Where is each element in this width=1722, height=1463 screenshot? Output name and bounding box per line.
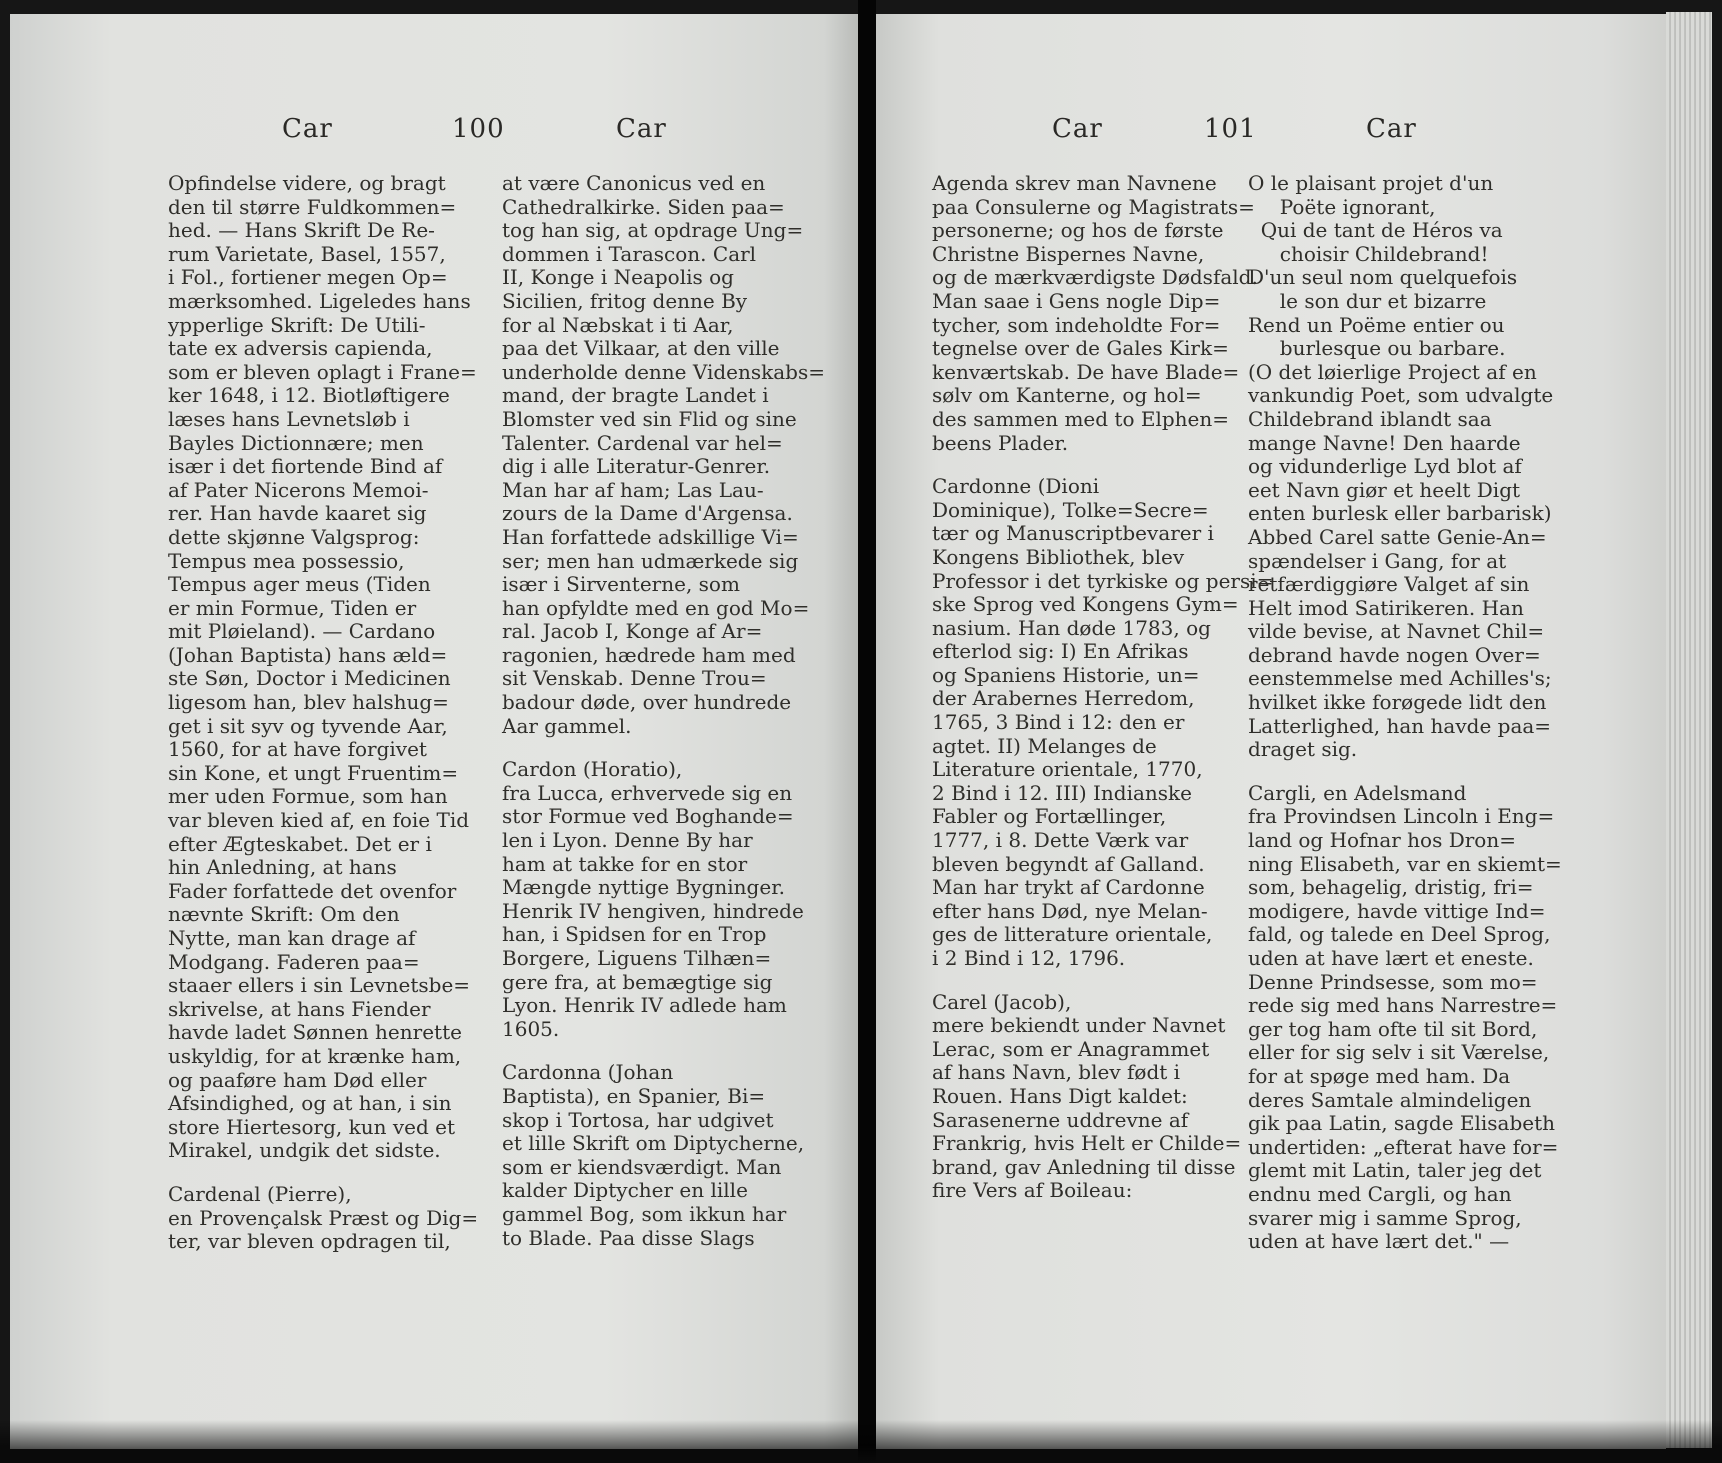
text-line: agtet. II) Melanges de <box>932 733 1157 758</box>
text-line: Qui de tant de Héros va <box>1248 218 1503 243</box>
paragraph-gap <box>932 971 1232 991</box>
text-line: fire Vers af Boileau: <box>932 1178 1133 1203</box>
text-line: hvilket ikke forøgede lidt den <box>1248 690 1547 715</box>
text-line: bleven begyndt af Galland. <box>932 851 1205 876</box>
text-line: Denne Prindsesse, som mo= <box>1248 969 1538 994</box>
text-line: O le plaisant projet d'un <box>1248 171 1494 195</box>
text-line: svarer mig i samme Sprog, <box>1248 1205 1522 1230</box>
text-line: le son dur et bizarre <box>1248 288 1487 313</box>
text-line: brand, gav Anledning til disse <box>932 1154 1236 1179</box>
text-line: ste Søn, Doctor i Medicinen <box>168 666 451 691</box>
text-line: draget sig. <box>1248 737 1358 762</box>
text-line: paa det Vilkaar, at den ville <box>502 336 780 361</box>
text-line: 1605. <box>502 1016 560 1041</box>
text-line: tate ex adversis capienda, <box>168 336 433 361</box>
text-line: mange Navne! Den haarde <box>1248 430 1521 455</box>
running-head-left: Car <box>1052 114 1103 144</box>
text-line: Frankrig, hvis Helt er Childe= <box>932 1131 1242 1156</box>
text-line: Helt imod Satirikeren. Han <box>1248 595 1524 620</box>
text-line: rum Varietate, Basel, 1557, <box>168 241 446 266</box>
text-line: især i det fiortende Bind af <box>168 454 443 479</box>
text-line: len i Lyon. Denne By har <box>502 828 753 853</box>
page-edges <box>1666 12 1712 1448</box>
text-line: vilde bevise, at Navnet Chil= <box>1248 619 1545 644</box>
text-line: 2 Bind i 12. III) Indianske <box>932 780 1192 805</box>
text-line: Lyon. Henrik IV adlede ham <box>502 993 787 1018</box>
text-line: Borgere, Liguens Tilhæn= <box>502 946 772 970</box>
text-line: kalder Diptycher en lille <box>502 1178 748 1203</box>
text-line: som er bleven oplagt i Frane= <box>168 359 477 384</box>
text-line: Cardon (Horatio), <box>502 757 683 782</box>
text-line: at være Canonicus ved en <box>502 171 766 195</box>
text-line: for al Næbskat i ti Aar, <box>502 312 734 337</box>
left-page <box>10 14 858 1449</box>
text-line: 1560, for at have forgivet <box>168 737 427 762</box>
text-line: Lerac, som er Anagrammet <box>932 1036 1210 1061</box>
text-line: Modgang. Faderen paa= <box>168 949 420 974</box>
text-line: Han forfattede adskillige Vi= <box>502 524 799 549</box>
text-line: gik paa Latin, sagde Elisabeth <box>1248 1111 1556 1136</box>
text-line: staaer ellers i sin Levnetsbe= <box>168 973 471 998</box>
paragraph-gap <box>932 455 1232 475</box>
text-line: spændelser i Gang, for at <box>1248 548 1507 573</box>
text-line: eller for sig selv i sit Værelse, <box>1248 1040 1550 1065</box>
text-line: undertiden: „efterat have for= <box>1248 1134 1559 1159</box>
text-line: ning Elisabeth, var en skiemt= <box>1248 851 1562 876</box>
text-line: ges de litterature orientale, <box>932 922 1213 947</box>
text-line: Cargli, en Adelsmand <box>1248 780 1467 805</box>
text-line: beens Plader. <box>932 430 1069 455</box>
text-line: Literature orientale, 1770, <box>932 757 1203 782</box>
text-line: retfærdiggiøre Valget af sin <box>1248 572 1530 597</box>
text-line: vankundig Poet, som udvalgte <box>1248 383 1554 408</box>
paragraph-gap <box>502 738 812 758</box>
text-line: Blomster ved sin Flid og sine <box>502 406 797 431</box>
text-line: to Blade. Paa disse Slags <box>502 1225 755 1250</box>
text-line: 1777, i 8. Dette Værk var <box>932 828 1189 853</box>
text-line: tog han sig, at opdrage Ung= <box>502 218 804 243</box>
text-line: Nytte, man kan drage af <box>168 926 416 950</box>
text-line: rede sig med hans Narrestre= <box>1248 993 1558 1018</box>
text-line: Henrik IV hengiven, hindrede <box>502 898 804 923</box>
text-line: Opfindelse videre, og bragt <box>168 171 446 195</box>
paragraph-gap <box>502 1041 812 1061</box>
text-line: Rend un Poëme entier ou <box>1248 312 1505 337</box>
text-line: Sicilien, fritog denne By <box>502 288 748 313</box>
text-line: Baptista), en Spanier, Bi= <box>502 1083 766 1108</box>
text-line: Afsindighed, og at han, i sin <box>168 1091 452 1116</box>
text-line: Poëte ignorant, <box>1248 194 1436 219</box>
text-line: hed. — Hans Skrift De Re- <box>168 218 435 243</box>
text-line: han, i Spidsen for en Trop <box>502 922 767 947</box>
text-line: tegnelse over de Gales Kirk= <box>932 336 1229 361</box>
text-line: Fabler og Fortællinger, <box>932 804 1167 829</box>
text-line: Abbed Carel satte Genie-An= <box>1248 524 1547 549</box>
text-line: mærksomhed. Ligeledes hans <box>168 288 471 313</box>
text-line: den til større Fuldkommen= <box>168 194 457 219</box>
text-line: Cathedralkirke. Siden paa= <box>502 194 785 219</box>
text-line: Bayles Dictionnære; men <box>168 430 424 455</box>
text-line: ter, var bleven opdragen til, <box>168 1229 451 1254</box>
text-line: som, behagelig, dristig, fri= <box>1248 875 1534 900</box>
text-line: og vidunderlige Lyd blot af <box>1248 454 1522 479</box>
text-line: Dominique), Tolke=Secre= <box>932 497 1209 522</box>
text-line: badour døde, over hundrede <box>502 690 792 715</box>
text-line: underholde denne Videnskabs= <box>502 359 826 384</box>
text-line: efterlod sig: I) En Afrikas <box>932 639 1189 664</box>
text-line: ser; men han udmærkede sig <box>502 548 799 573</box>
text-line: gammel Bog, som ikkun har <box>502 1201 787 1226</box>
text-line: store Hiertesorg, kun ved et <box>168 1114 455 1139</box>
text-line: Professor i det tyrkiske og persi= <box>932 568 1274 593</box>
text-line: Sarasenerne uddrevne af <box>932 1107 1189 1132</box>
text-line: mit Pløieland). — Cardano <box>168 619 436 644</box>
paragraph-gap <box>168 1163 498 1183</box>
text-line: Cardonna (Johan <box>502 1060 674 1085</box>
text-line: stor Formue ved Boghande= <box>502 804 794 829</box>
text-line: debrand havde nogen Over= <box>1248 642 1541 667</box>
page-number-right: 101 <box>1204 114 1257 144</box>
running-head-right: Car <box>1366 114 1417 144</box>
right-page-column-1 <box>932 171 1274 1422</box>
text-line: af hans Navn, blev født i <box>932 1060 1181 1085</box>
text-line: gere fra, at bemægtige sig <box>502 969 773 994</box>
text-line: ral. Jacob I, Konge af Ar= <box>502 619 763 644</box>
text-line: sølv om Kanterne, og hol= <box>932 383 1202 408</box>
book-spine <box>858 0 876 1463</box>
text-line: modigere, havde vittige Ind= <box>1248 898 1546 923</box>
text-line: D'un seul nom quelquefois <box>1248 265 1518 290</box>
text-line: sit Venskab. Denne Trou= <box>502 666 767 691</box>
text-line: mere bekiendt under Navnet <box>932 1013 1226 1038</box>
bottom-shadow <box>0 1420 1722 1463</box>
text-line: i Fol., fortiener megen Op= <box>168 265 448 290</box>
text-line: get i sit syv og tyvende Aar, <box>168 713 448 738</box>
text-line: eenstemmelse med Achilles's; <box>1248 666 1552 691</box>
text-line: Fader forfattede det ovenfor <box>168 878 457 903</box>
text-line: Cardonne (Dioni <box>932 474 1100 499</box>
text-line: nasium. Han døde 1783, og <box>932 615 1211 640</box>
text-line: Cardenal (Pierre), <box>168 1181 352 1206</box>
text-line: land og Hofnar hos Dron= <box>1248 828 1516 853</box>
text-line: glemt mit Latin, taler jeg det <box>1248 1158 1542 1183</box>
text-line: ker 1648, i 12. Biotløftigere <box>168 383 450 408</box>
text-line: dig i alle Literatur-Genrer. <box>502 454 771 479</box>
text-line: der Arabernes Herredom, <box>932 686 1195 711</box>
text-line: ligesom han, blev halshug= <box>168 690 449 715</box>
text-line: tycher, som indeholdte For= <box>932 312 1221 337</box>
paragraph-gap <box>1248 762 1548 782</box>
text-line: sin Kone, et ungt Fruentim= <box>168 760 459 785</box>
text-line: i 2 Bind i 12, 1796. <box>932 946 1126 970</box>
text-line: ham at takke for en stor <box>502 851 748 876</box>
text-line: deres Samtale almindeligen <box>1248 1087 1532 1112</box>
left-page-column-2 <box>502 171 826 1422</box>
text-line: et lille Skrift om Diptycherne, <box>502 1131 805 1156</box>
text-line: Latterlighed, han havde paa= <box>1248 713 1552 738</box>
text-line: skop i Tortosa, har udgivet <box>502 1107 774 1132</box>
text-line: uden at have lært et eneste. <box>1248 946 1534 970</box>
text-line: var bleven kied af, en foie Tid <box>168 808 470 833</box>
text-line: Man saae i Gens nogle Dip= <box>932 288 1221 313</box>
text-line: eet Navn giør et heelt Digt <box>1248 477 1521 502</box>
text-line: fra Provindsen Lincoln i Eng= <box>1248 804 1555 829</box>
text-line: zours de la Dame d'Argensa. <box>502 501 793 526</box>
text-line: kenværtskab. De have Blade= <box>932 359 1240 384</box>
text-line: choisir Childebrand! <box>1248 241 1489 266</box>
left-page-column-1 <box>168 172 498 1422</box>
text-line: burlesque ou barbare. <box>1248 336 1506 361</box>
text-line: ske Sprog ved Kongens Gym= <box>932 592 1239 617</box>
text-line: Man har trykt af Cardonne <box>932 875 1205 900</box>
text-line: fra Lucca, erhvervede sig en <box>502 780 793 805</box>
text-line: (O det løierlige Project af en <box>1248 359 1537 384</box>
text-line: en Provençalsk Præst og Dig= <box>168 1205 479 1230</box>
text-line: Tempus mea possessio, <box>168 548 405 573</box>
text-line: han opfyldte med en god Mo= <box>502 595 810 620</box>
text-line: endnu med Cargli, og han <box>1248 1181 1512 1206</box>
text-line: rer. Han havde kaaret sig <box>168 501 427 526</box>
text-line: efter hans Død, nye Melan- <box>932 898 1208 923</box>
text-line: læses hans Levnetsløb i <box>168 406 410 431</box>
text-line: tær og Manuscriptbevarer i <box>932 521 1214 546</box>
text-line: Childebrand iblandt saa <box>1248 406 1492 431</box>
text-line: efter Ægteskabet. Det er i <box>168 831 432 856</box>
text-line: 1765, 3 Bind i 12: den er <box>932 710 1185 735</box>
text-line: især i Sirventerne, som <box>502 572 740 597</box>
text-line: og Spaniens Historie, un= <box>932 662 1200 687</box>
text-line: hin Anledning, at hans <box>168 855 397 880</box>
text-line: Rouen. Hans Digt kaldet: <box>932 1083 1188 1108</box>
text-line: uskyldig, for at krænke ham, <box>168 1043 462 1068</box>
text-line: II, Konge i Neapolis og <box>502 265 734 290</box>
running-head-right: Car <box>616 114 667 144</box>
text-line: skrivelse, at hans Fiender <box>168 996 431 1021</box>
text-line: des sammen med to Elphen= <box>932 406 1230 431</box>
right-page <box>876 14 1666 1449</box>
text-line: Carel (Jacob), <box>932 989 1072 1014</box>
text-line: Mængde nyttige Bygninger. <box>502 875 785 900</box>
text-line: for at spøge med ham. Da <box>1248 1063 1511 1088</box>
text-line: som er kiendsværdigt. Man <box>502 1154 782 1179</box>
text-line: Man har af ham; Las Lau- <box>502 477 764 502</box>
text-line: Aar gammel. <box>502 713 632 738</box>
text-line: af Pater Nicerons Memoi- <box>168 477 429 502</box>
right-page-column-2 <box>1248 171 1562 1422</box>
text-line: dommen i Tarascon. Carl <box>502 241 757 266</box>
text-line: fald, og talede en Deel Sprog, <box>1248 922 1551 947</box>
text-line: enten burlesk eller barbarisk) <box>1248 501 1552 526</box>
text-line: er min Formue, Tiden er <box>168 595 417 620</box>
text-line: nævnte Skrift: Om den <box>168 902 400 927</box>
text-line: Kongens Bibliothek, blev <box>932 544 1185 569</box>
text-line: ypperlige Skrift: De Utili- <box>168 312 426 337</box>
text-line: paa Consulerne og Magistrats= <box>932 194 1255 219</box>
text-line: ragonien, hædrede ham med <box>502 642 796 667</box>
text-line: havde ladet Sønnen henrette <box>168 1020 462 1045</box>
text-line: og paaføre ham Død eller <box>168 1067 427 1092</box>
text-line: (Johan Baptista) hans æld= <box>168 642 448 667</box>
text-line: Talenter. Cardenal var hel= <box>502 430 783 455</box>
text-line: personerne; og hos de første <box>932 218 1224 243</box>
text-line: mer uden Formue, som han <box>168 784 448 809</box>
running-head-left: Car <box>282 114 333 144</box>
text-line: Christne Bispernes Navne, <box>932 241 1205 266</box>
text-line: Agenda skrev man Navnene <box>932 171 1217 195</box>
text-line: uden at have lært det." — <box>1248 1229 1510 1254</box>
text-line: Tempus ager meus (Tiden <box>168 572 431 597</box>
text-line: ger tog ham ofte til sit Bord, <box>1248 1016 1538 1041</box>
page-number-left: 100 <box>452 114 505 144</box>
text-line: dette skjønne Valgsprog: <box>168 524 420 549</box>
text-line: mand, der bragte Landet i <box>502 383 769 408</box>
text-line: og de mærkværdigste Dødsfald. <box>932 265 1258 290</box>
text-line: Mirakel, undgik det sidste. <box>168 1138 441 1163</box>
